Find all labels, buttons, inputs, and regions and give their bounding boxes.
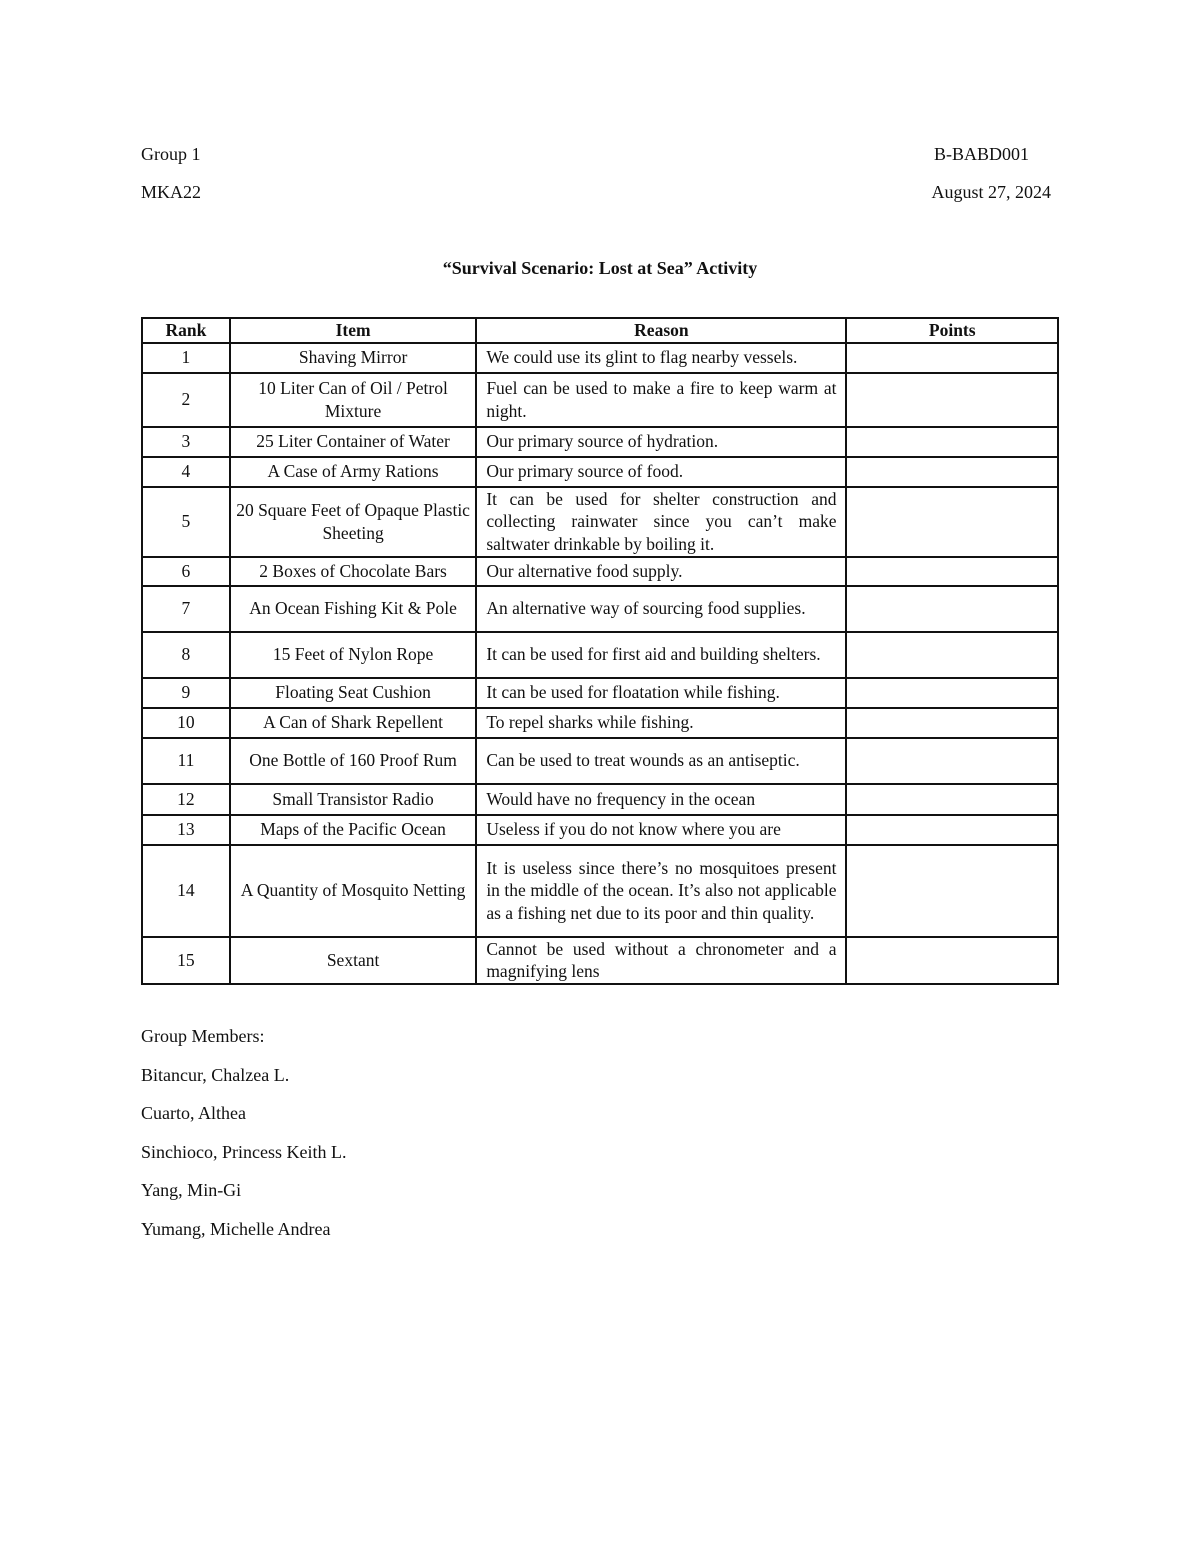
reason-cell: Can be used to treat wounds as an antiseptic. <box>476 738 846 784</box>
item-cell: 10 Liter Can of Oil / Petrol Mixture <box>230 373 476 427</box>
item-cell: Maps of the Pacific Ocean <box>230 815 476 845</box>
points-cell[interactable] <box>846 708 1058 738</box>
rank-cell: 6 <box>142 557 230 586</box>
points-cell[interactable] <box>846 738 1058 784</box>
table-row <box>142 784 1058 815</box>
reason-cell: We could use its glint to flag nearby vessels. <box>476 343 846 373</box>
points-cell[interactable] <box>846 586 1058 632</box>
points-cell[interactable] <box>846 815 1058 845</box>
item-cell: A Can of Shark Repellent <box>230 708 476 738</box>
item-cell: An Ocean Fishing Kit & Pole <box>230 586 476 632</box>
reason-cell: Our primary source of food. <box>476 457 846 487</box>
reason-cell: Our alternative food supply. <box>476 557 846 586</box>
points-cell[interactable] <box>846 632 1058 678</box>
rank-cell: 14 <box>142 845 230 937</box>
item-cell: A Case of Army Rations <box>230 457 476 487</box>
reason-cell: It can be used for shelter construction and collecting rainwater since you can’t make saltwater drinkable by boiling it. <box>476 487 846 557</box>
section-code: B-BABD001 <box>933 144 1029 164</box>
reason-cell: Our primary source of hydration. <box>476 427 846 457</box>
item-cell: Sextant <box>230 937 476 984</box>
table-row <box>142 557 1058 586</box>
member-name: Yumang, Michelle Andrea <box>141 1218 331 1239</box>
item-cell: 25 Liter Container of Water <box>230 427 476 457</box>
table-row <box>142 586 1058 632</box>
reason-cell: Would have no frequency in the ocean <box>476 784 846 815</box>
reason-cell: Fuel can be used to make a fire to keep warm at night. <box>476 373 846 427</box>
member-name: Yang, Min-Gi <box>141 1180 242 1200</box>
table-row <box>142 343 1058 373</box>
table-row <box>142 487 1058 557</box>
item-cell: Floating Seat Cushion <box>230 678 476 708</box>
table-row <box>142 845 1058 937</box>
column-header-points: Points <box>846 318 1058 343</box>
points-cell[interactable] <box>846 557 1058 586</box>
item-cell: 15 Feet of Nylon Rope <box>230 632 476 678</box>
ranking-table <box>141 317 1059 985</box>
rank-cell: 13 <box>142 815 230 845</box>
rank-cell: 11 <box>142 738 230 784</box>
points-cell[interactable] <box>846 343 1058 373</box>
document-title: “Survival Scenario: Lost at Sea” Activity <box>442 258 758 278</box>
table-row <box>142 427 1058 457</box>
rank-cell: 10 <box>142 708 230 738</box>
points-cell[interactable] <box>846 937 1058 984</box>
table-row <box>142 708 1058 738</box>
item-cell: Shaving Mirror <box>230 343 476 373</box>
reason-cell: To repel sharks while fishing. <box>476 708 846 738</box>
group-label: Group 1 <box>141 144 201 164</box>
points-cell[interactable] <box>846 427 1058 457</box>
group-members <box>141 1025 346 1256</box>
members-label: Group Members: <box>141 1026 265 1046</box>
column-header-item: Item <box>230 318 476 343</box>
rank-cell: 7 <box>142 586 230 632</box>
rank-cell: 2 <box>142 373 230 427</box>
table-header-row <box>142 318 1058 343</box>
table-row <box>142 937 1058 984</box>
reason-cell: Cannot be used without a chronometer and a magnifying lens <box>476 937 846 984</box>
reason-cell: It can be used for floatation while fishing. <box>476 678 846 708</box>
rank-cell: 9 <box>142 678 230 708</box>
rank-cell: 4 <box>142 457 230 487</box>
table-row <box>142 678 1058 708</box>
points-cell[interactable] <box>846 457 1058 487</box>
item-cell: Small Transistor Radio <box>230 784 476 815</box>
item-cell: A Quantity of Mosquito Netting <box>230 845 476 937</box>
reason-cell: It can be used for first aid and building shelters. <box>476 632 846 678</box>
points-cell[interactable] <box>846 845 1058 937</box>
date: August 27, 2024 <box>931 182 1051 202</box>
rank-cell: 12 <box>142 784 230 815</box>
table-row <box>142 373 1058 427</box>
course-code: MKA22 <box>141 182 202 202</box>
table-row <box>142 457 1058 487</box>
rank-cell: 5 <box>142 487 230 557</box>
points-cell[interactable] <box>846 678 1058 708</box>
item-cell: One Bottle of 160 Proof Rum <box>230 738 476 784</box>
reason-cell: An alternative way of sourcing food supplies. <box>476 586 846 632</box>
column-header-reason: Reason <box>476 318 846 343</box>
table-row <box>142 738 1058 784</box>
reason-cell: It is useless since there’s no mosquitoes present in the middle of the ocean. It’s also not applicable as a fishing net due to its poor and thin quality. <box>476 845 846 937</box>
member-name: Bitancur, Chalzea L. <box>141 1064 290 1085</box>
column-header-rank: Rank <box>142 318 230 343</box>
table-row <box>142 815 1058 845</box>
table-row <box>142 632 1058 678</box>
reason-cell: Useless if you do not know where you are <box>476 815 846 845</box>
rank-cell: 8 <box>142 632 230 678</box>
rank-cell: 1 <box>142 343 230 373</box>
rank-cell: 3 <box>142 427 230 457</box>
header-row-1 <box>141 143 1051 165</box>
points-cell[interactable] <box>846 784 1058 815</box>
member-name: Cuarto, Althea <box>141 1103 246 1123</box>
points-cell[interactable] <box>846 487 1058 557</box>
item-cell: 20 Square Feet of Opaque Plastic Sheeting <box>230 487 476 557</box>
member-name: Sinchioco, Princess Keith L. <box>141 1141 347 1162</box>
points-cell[interactable] <box>846 373 1058 427</box>
item-cell: 2 Boxes of Chocolate Bars <box>230 557 476 586</box>
header-row-2 <box>141 181 1051 203</box>
rank-cell: 15 <box>142 937 230 984</box>
